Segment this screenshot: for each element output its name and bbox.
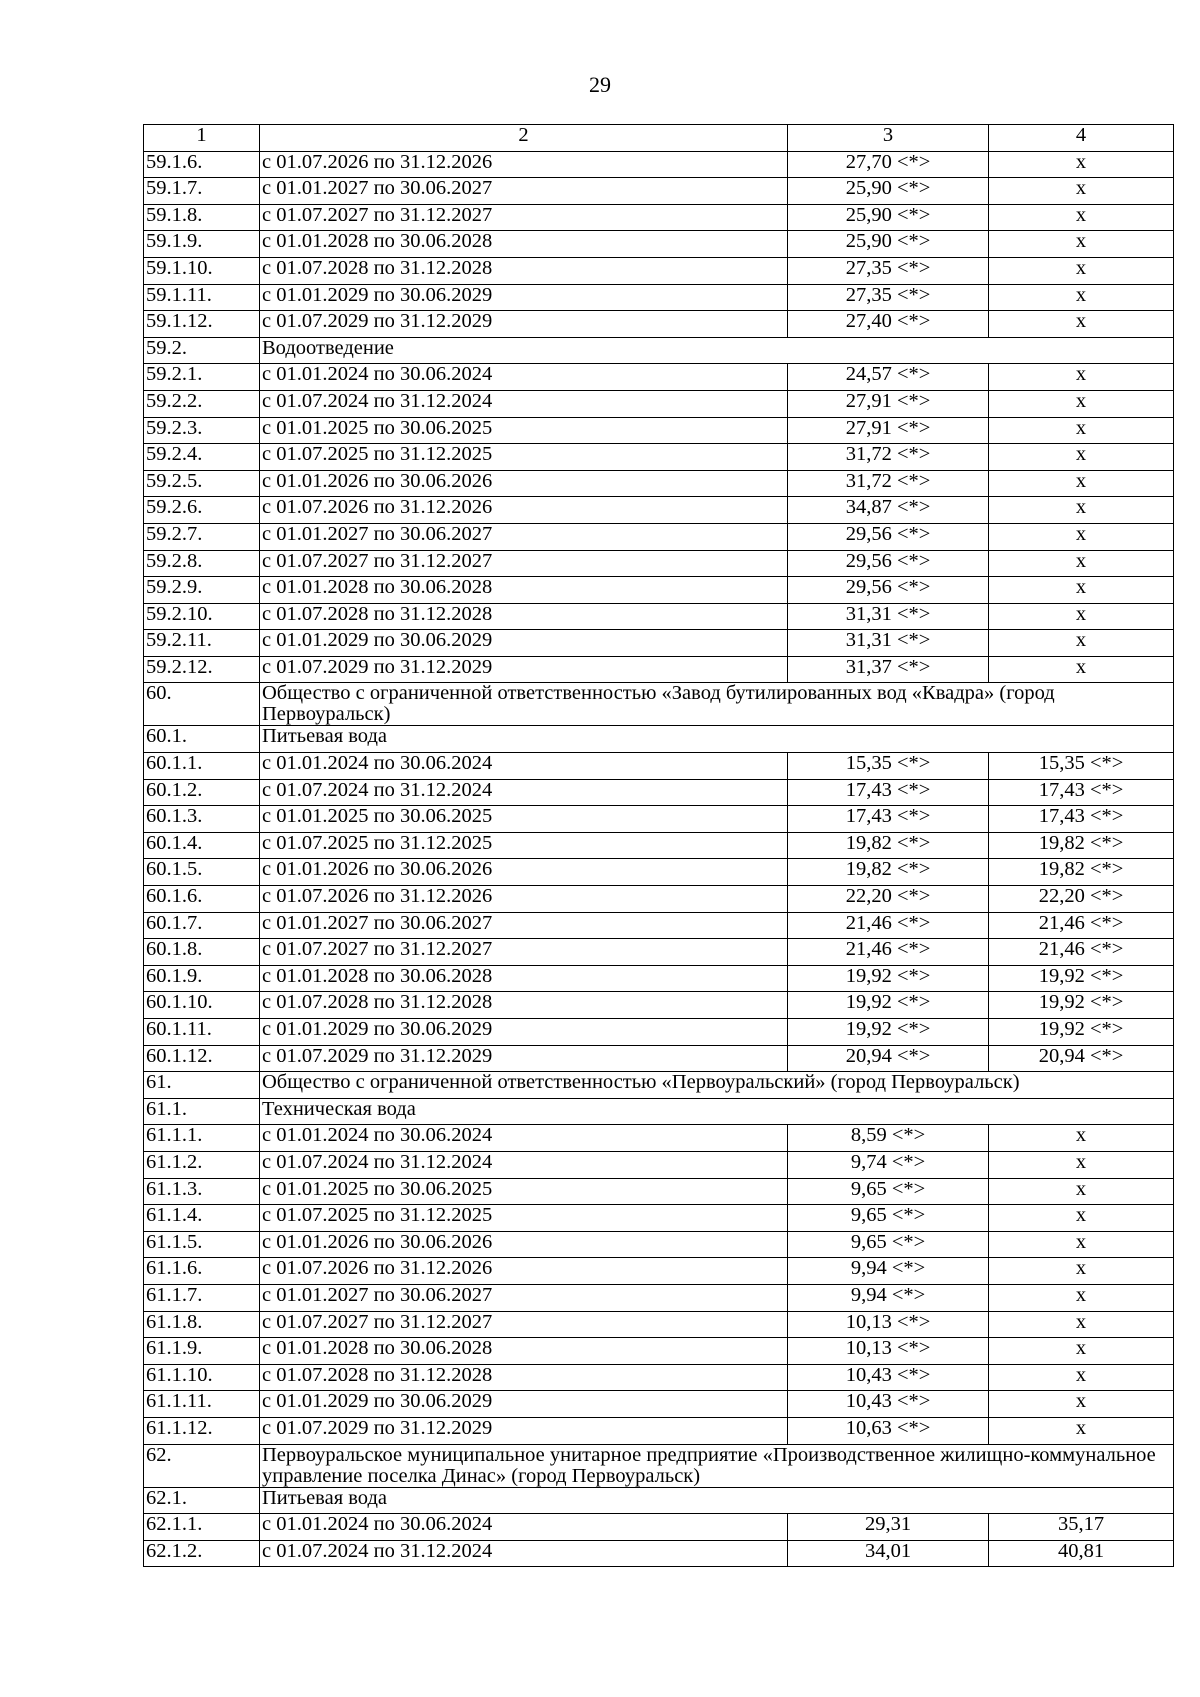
- table-row: [144, 1178, 1174, 1205]
- row-period: с 01.01.2026 по 30.06.2026: [260, 1231, 788, 1258]
- row-period: с 01.07.2025 по 31.12.2025: [260, 1205, 788, 1232]
- row-period: с 01.07.2024 по 31.12.2024: [260, 1540, 788, 1567]
- table-row: [144, 257, 1174, 284]
- row-period: с 01.01.2025 по 30.06.2025: [260, 806, 788, 833]
- row-value-col3: 17,43 <*>: [788, 779, 989, 806]
- section-title: Питьевая вода: [260, 726, 1174, 753]
- row-period: с 01.07.2029 по 31.12.2029: [260, 1417, 788, 1444]
- section-row: [144, 726, 1174, 753]
- row-period: с 01.01.2029 по 30.06.2029: [260, 630, 788, 657]
- row-value-col4: x: [989, 497, 1174, 524]
- row-value-col3: 27,91 <*>: [788, 390, 989, 417]
- table-row: [144, 204, 1174, 231]
- row-value-col3: 9,65 <*>: [788, 1231, 989, 1258]
- row-value-col3: 27,35 <*>: [788, 257, 989, 284]
- row-number: 61.1.2.: [144, 1151, 260, 1178]
- row-number: 61.1.3.: [144, 1178, 260, 1205]
- row-number: 59.1.7.: [144, 178, 260, 205]
- row-number: 59.1.8.: [144, 204, 260, 231]
- table-row: [144, 1205, 1174, 1232]
- row-number: 61.1.11.: [144, 1391, 260, 1418]
- row-value-col4: x: [989, 1178, 1174, 1205]
- row-period: с 01.07.2026 по 31.12.2026: [260, 151, 788, 178]
- table-row: [144, 1258, 1174, 1285]
- row-value-col3: 31,72 <*>: [788, 444, 989, 471]
- row-value-col3: 15,35 <*>: [788, 753, 989, 780]
- row-period: с 01.01.2026 по 30.06.2026: [260, 859, 788, 886]
- row-value-col3: 29,31: [788, 1514, 989, 1541]
- table-row: [144, 231, 1174, 258]
- table-row: [144, 1019, 1174, 1046]
- row-value-col3: 9,65 <*>: [788, 1178, 989, 1205]
- row-value-col4: 19,82 <*>: [989, 859, 1174, 886]
- table-row: [144, 1311, 1174, 1338]
- row-value-col3: 10,43 <*>: [788, 1391, 989, 1418]
- row-value-col4: 21,46 <*>: [989, 939, 1174, 966]
- row-value-col4: x: [989, 231, 1174, 258]
- row-value-col3: 17,43 <*>: [788, 806, 989, 833]
- row-value-col3: 21,46 <*>: [788, 939, 989, 966]
- row-value-col4: 15,35 <*>: [989, 753, 1174, 780]
- row-value-col3: 19,92 <*>: [788, 992, 989, 1019]
- row-number: 60.1.: [144, 726, 260, 753]
- tariff-table-body: [144, 125, 1174, 1567]
- row-period: с 01.07.2028 по 31.12.2028: [260, 603, 788, 630]
- table-row: [144, 390, 1174, 417]
- row-number: 59.1.10.: [144, 257, 260, 284]
- row-value-col3: 31,31 <*>: [788, 630, 989, 657]
- row-period: с 01.01.2027 по 30.06.2027: [260, 523, 788, 550]
- row-number: 61.: [144, 1072, 260, 1099]
- row-value-col4: x: [989, 1417, 1174, 1444]
- row-number: 60.1.1.: [144, 753, 260, 780]
- section-title: Техническая вода: [260, 1098, 1174, 1125]
- row-number: 61.1.: [144, 1098, 260, 1125]
- table-row: [144, 1514, 1174, 1541]
- row-period: с 01.01.2024 по 30.06.2024: [260, 1125, 788, 1152]
- table-row: [144, 1125, 1174, 1152]
- row-number: 60.1.4.: [144, 832, 260, 859]
- row-period: с 01.07.2024 по 31.12.2024: [260, 779, 788, 806]
- row-period: с 01.07.2029 по 31.12.2029: [260, 1045, 788, 1072]
- table-row: [144, 1540, 1174, 1567]
- row-value-col3: 22,20 <*>: [788, 886, 989, 913]
- row-value-col3: 19,82 <*>: [788, 832, 989, 859]
- row-value-col3: 29,56 <*>: [788, 550, 989, 577]
- row-period: с 01.01.2024 по 30.06.2024: [260, 753, 788, 780]
- row-value-col3: 10,13 <*>: [788, 1338, 989, 1365]
- organization-row: [144, 1072, 1174, 1099]
- row-period: с 01.07.2027 по 31.12.2027: [260, 550, 788, 577]
- table-row: [144, 470, 1174, 497]
- row-period: с 01.07.2024 по 31.12.2024: [260, 1151, 788, 1178]
- table-row: [144, 992, 1174, 1019]
- row-number: 59.2.6.: [144, 497, 260, 524]
- organization-name: Первоуральское муниципальное унитарное предприятие «Производственное жилищно-коммунальное управление поселка Динас» (город Первоуральск): [260, 1444, 1174, 1487]
- row-value-col3: 34,87 <*>: [788, 497, 989, 524]
- row-value-col4: 40,81: [989, 1540, 1174, 1567]
- row-value-col3: 21,46 <*>: [788, 912, 989, 939]
- table-row: [144, 912, 1174, 939]
- row-value-col4: 21,46 <*>: [989, 912, 1174, 939]
- row-value-col3: 31,72 <*>: [788, 470, 989, 497]
- row-value-col4: 22,20 <*>: [989, 886, 1174, 913]
- row-value-col4: x: [989, 656, 1174, 683]
- row-value-col4: x: [989, 1338, 1174, 1365]
- table-row: [144, 1338, 1174, 1365]
- table-row: [144, 178, 1174, 205]
- row-value-col4: x: [989, 178, 1174, 205]
- table-row: [144, 779, 1174, 806]
- row-number: 60.1.2.: [144, 779, 260, 806]
- section-row: [144, 1487, 1174, 1514]
- row-value-col4: 19,92 <*>: [989, 965, 1174, 992]
- row-value-col4: x: [989, 523, 1174, 550]
- row-number: 60.1.12.: [144, 1045, 260, 1072]
- table-row: [144, 859, 1174, 886]
- section-title: Водоотведение: [260, 337, 1174, 364]
- row-period: с 01.07.2024 по 31.12.2024: [260, 390, 788, 417]
- row-number: 60.: [144, 683, 260, 726]
- table-row: [144, 1045, 1174, 1072]
- row-number: 61.1.6.: [144, 1258, 260, 1285]
- row-number: 60.1.6.: [144, 886, 260, 913]
- table-row: [144, 1231, 1174, 1258]
- row-period: с 01.01.2029 по 30.06.2029: [260, 1391, 788, 1418]
- table-row: [144, 1417, 1174, 1444]
- table-row: [144, 603, 1174, 630]
- row-value-col3: 20,94 <*>: [788, 1045, 989, 1072]
- row-value-col3: 19,92 <*>: [788, 1019, 989, 1046]
- row-period: с 01.07.2029 по 31.12.2029: [260, 311, 788, 338]
- row-value-col4: x: [989, 550, 1174, 577]
- row-value-col4: x: [989, 1284, 1174, 1311]
- row-value-col4: x: [989, 1258, 1174, 1285]
- row-number: 62.: [144, 1444, 260, 1487]
- row-period: с 01.01.2027 по 30.06.2027: [260, 1284, 788, 1311]
- row-value-col4: x: [989, 257, 1174, 284]
- row-period: с 01.07.2025 по 31.12.2025: [260, 444, 788, 471]
- section-row: [144, 337, 1174, 364]
- row-value-col4: x: [989, 1231, 1174, 1258]
- table-row: [144, 523, 1174, 550]
- row-value-col3: 9,65 <*>: [788, 1205, 989, 1232]
- row-number: 61.1.4.: [144, 1205, 260, 1232]
- row-value-col4: x: [989, 1391, 1174, 1418]
- row-number: 61.1.7.: [144, 1284, 260, 1311]
- table-row: [144, 311, 1174, 338]
- row-number: 60.1.7.: [144, 912, 260, 939]
- tariff-table: [143, 124, 1174, 1567]
- row-number: 60.1.3.: [144, 806, 260, 833]
- row-value-col4: x: [989, 417, 1174, 444]
- row-period: с 01.07.2028 по 31.12.2028: [260, 1364, 788, 1391]
- organization-name: Общество с ограниченной ответственностью «Первоуральский» (город Первоуральск): [260, 1072, 1174, 1099]
- table-header-row: [144, 125, 1174, 152]
- row-value-col3: 31,37 <*>: [788, 656, 989, 683]
- table-row: [144, 656, 1174, 683]
- row-value-col3: 25,90 <*>: [788, 178, 989, 205]
- row-period: с 01.07.2026 по 31.12.2026: [260, 886, 788, 913]
- row-number: 59.2.: [144, 337, 260, 364]
- row-value-col3: 10,13 <*>: [788, 1311, 989, 1338]
- row-number: 59.2.5.: [144, 470, 260, 497]
- row-period: с 01.01.2024 по 30.06.2024: [260, 1514, 788, 1541]
- row-value-col4: x: [989, 204, 1174, 231]
- row-value-col4: x: [989, 444, 1174, 471]
- row-number: 61.1.8.: [144, 1311, 260, 1338]
- row-value-col4: x: [989, 1151, 1174, 1178]
- row-number: 59.2.11.: [144, 630, 260, 657]
- row-period: с 01.01.2028 по 30.06.2028: [260, 577, 788, 604]
- row-period: с 01.07.2026 по 31.12.2026: [260, 497, 788, 524]
- row-number: 59.2.8.: [144, 550, 260, 577]
- row-number: 59.1.11.: [144, 284, 260, 311]
- row-number: 59.2.12.: [144, 656, 260, 683]
- row-value-col3: 9,74 <*>: [788, 1151, 989, 1178]
- row-value-col4: x: [989, 630, 1174, 657]
- row-number: 61.1.5.: [144, 1231, 260, 1258]
- row-value-col3: 27,70 <*>: [788, 151, 989, 178]
- row-period: с 01.01.2029 по 30.06.2029: [260, 1019, 788, 1046]
- table-row: [144, 753, 1174, 780]
- row-number: 60.1.8.: [144, 939, 260, 966]
- row-period: с 01.01.2025 по 30.06.2025: [260, 1178, 788, 1205]
- row-value-col4: x: [989, 470, 1174, 497]
- table-row: [144, 1364, 1174, 1391]
- table-row: [144, 444, 1174, 471]
- row-number: 62.1.: [144, 1487, 260, 1514]
- row-value-col3: 19,82 <*>: [788, 859, 989, 886]
- row-value-col4: x: [989, 1205, 1174, 1232]
- row-period: с 01.07.2027 по 31.12.2027: [260, 204, 788, 231]
- row-number: 61.1.10.: [144, 1364, 260, 1391]
- row-number: 60.1.10.: [144, 992, 260, 1019]
- row-value-col4: x: [989, 577, 1174, 604]
- row-value-col4: 35,17: [989, 1514, 1174, 1541]
- row-value-col4: x: [989, 1125, 1174, 1152]
- row-period: с 01.01.2025 по 30.06.2025: [260, 417, 788, 444]
- row-value-col3: 31,31 <*>: [788, 603, 989, 630]
- row-value-col3: 25,90 <*>: [788, 231, 989, 258]
- row-value-col3: 9,94 <*>: [788, 1284, 989, 1311]
- row-value-col4: x: [989, 311, 1174, 338]
- row-value-col3: 10,63 <*>: [788, 1417, 989, 1444]
- row-value-col4: x: [989, 1364, 1174, 1391]
- row-value-col3: 10,43 <*>: [788, 1364, 989, 1391]
- row-number: 62.1.2.: [144, 1540, 260, 1567]
- row-period: с 01.07.2027 по 31.12.2027: [260, 1311, 788, 1338]
- row-number: 59.1.9.: [144, 231, 260, 258]
- organization-row: [144, 1444, 1174, 1487]
- row-number: 59.2.4.: [144, 444, 260, 471]
- row-value-col4: x: [989, 603, 1174, 630]
- table-row: [144, 630, 1174, 657]
- row-number: 59.2.2.: [144, 390, 260, 417]
- page-number: 29: [589, 72, 611, 97]
- table-row: [144, 284, 1174, 311]
- table-row: [144, 417, 1174, 444]
- row-value-col4: 17,43 <*>: [989, 779, 1174, 806]
- table-row: [144, 965, 1174, 992]
- section-row: [144, 1098, 1174, 1125]
- table-row: [144, 497, 1174, 524]
- row-value-col3: 27,35 <*>: [788, 284, 989, 311]
- row-value-col3: 9,94 <*>: [788, 1258, 989, 1285]
- table-row: [144, 806, 1174, 833]
- row-value-col3: 19,92 <*>: [788, 965, 989, 992]
- row-value-col4: 19,92 <*>: [989, 992, 1174, 1019]
- row-period: с 01.01.2028 по 30.06.2028: [260, 965, 788, 992]
- row-number: 59.1.12.: [144, 311, 260, 338]
- row-value-col3: 29,56 <*>: [788, 523, 989, 550]
- row-period: с 01.01.2028 по 30.06.2028: [260, 231, 788, 258]
- row-value-col4: 17,43 <*>: [989, 806, 1174, 833]
- table-row: [144, 832, 1174, 859]
- row-period: с 01.01.2027 по 30.06.2027: [260, 178, 788, 205]
- row-period: с 01.07.2025 по 31.12.2025: [260, 832, 788, 859]
- row-number: 59.2.9.: [144, 577, 260, 604]
- row-value-col3: 29,56 <*>: [788, 577, 989, 604]
- row-value-col4: x: [989, 364, 1174, 391]
- header-cell-4: 4: [989, 125, 1174, 152]
- row-period: с 01.07.2028 по 31.12.2028: [260, 992, 788, 1019]
- row-number: 61.1.1.: [144, 1125, 260, 1152]
- row-period: с 01.07.2028 по 31.12.2028: [260, 257, 788, 284]
- row-period: с 01.01.2026 по 30.06.2026: [260, 470, 788, 497]
- row-number: 59.2.10.: [144, 603, 260, 630]
- row-number: 60.1.5.: [144, 859, 260, 886]
- row-number: 61.1.12.: [144, 1417, 260, 1444]
- row-period: с 01.07.2027 по 31.12.2027: [260, 939, 788, 966]
- row-value-col4: x: [989, 390, 1174, 417]
- row-number: 61.1.9.: [144, 1338, 260, 1365]
- table-row: [144, 1284, 1174, 1311]
- row-value-col3: 34,01: [788, 1540, 989, 1567]
- row-number: 60.1.9.: [144, 965, 260, 992]
- row-period: с 01.01.2027 по 30.06.2027: [260, 912, 788, 939]
- table-row: [144, 1391, 1174, 1418]
- row-period: с 01.01.2029 по 30.06.2029: [260, 284, 788, 311]
- row-value-col3: 24,57 <*>: [788, 364, 989, 391]
- row-period: с 01.07.2029 по 31.12.2029: [260, 656, 788, 683]
- header-cell-2: 2: [260, 125, 788, 152]
- row-value-col4: 19,92 <*>: [989, 1019, 1174, 1046]
- row-number: 59.2.7.: [144, 523, 260, 550]
- row-value-col4: x: [989, 151, 1174, 178]
- header-cell-3: 3: [788, 125, 989, 152]
- row-number: 60.1.11.: [144, 1019, 260, 1046]
- row-value-col3: 25,90 <*>: [788, 204, 989, 231]
- row-number: 59.2.1.: [144, 364, 260, 391]
- section-title: Питьевая вода: [260, 1487, 1174, 1514]
- row-number: 62.1.1.: [144, 1514, 260, 1541]
- table-row: [144, 550, 1174, 577]
- row-number: 59.1.6.: [144, 151, 260, 178]
- row-value-col3: 27,40 <*>: [788, 311, 989, 338]
- row-period: с 01.01.2024 по 30.06.2024: [260, 364, 788, 391]
- table-row: [144, 886, 1174, 913]
- header-cell-1: 1: [144, 125, 260, 152]
- row-value-col3: 27,91 <*>: [788, 417, 989, 444]
- row-number: 59.2.3.: [144, 417, 260, 444]
- row-value-col4: 19,82 <*>: [989, 832, 1174, 859]
- row-value-col4: 20,94 <*>: [989, 1045, 1174, 1072]
- table-row: [144, 939, 1174, 966]
- organization-name: Общество с ограниченной ответственностью «Завод бутилированных вод «Квадра» (город Первоуральск): [260, 683, 1174, 726]
- table-row: [144, 364, 1174, 391]
- row-value-col4: x: [989, 284, 1174, 311]
- table-row: [144, 151, 1174, 178]
- organization-row: [144, 683, 1174, 726]
- row-period: с 01.07.2026 по 31.12.2026: [260, 1258, 788, 1285]
- row-value-col4: x: [989, 1311, 1174, 1338]
- table-row: [144, 1151, 1174, 1178]
- row-value-col3: 8,59 <*>: [788, 1125, 989, 1152]
- row-period: с 01.01.2028 по 30.06.2028: [260, 1338, 788, 1365]
- table-row: [144, 577, 1174, 604]
